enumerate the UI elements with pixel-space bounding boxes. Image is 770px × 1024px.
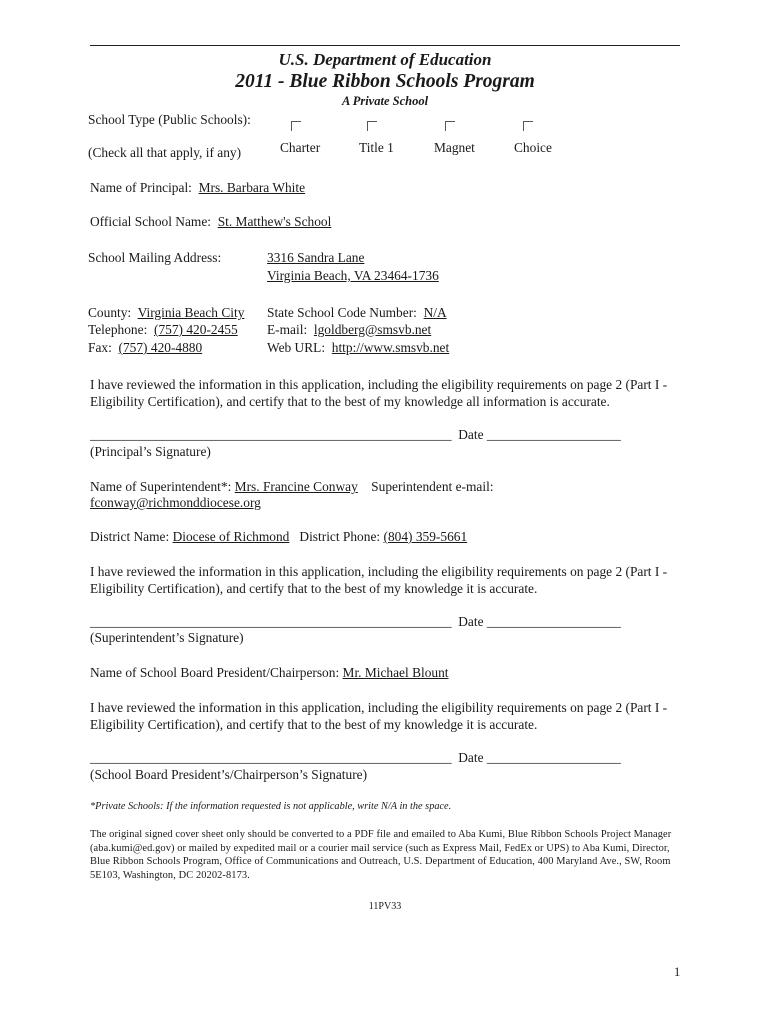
date-line: ____________________ <box>486 750 621 765</box>
fax-row <box>88 340 202 356</box>
signature-line: ______________________________________________________ <box>90 750 452 765</box>
district-name-value: Diocese of Richmond <box>172 529 290 544</box>
date-line: ____________________ <box>486 427 621 442</box>
county-value: Virginia Beach City <box>137 305 245 320</box>
date-label: Date <box>458 614 484 629</box>
superintendent-signature-caption: (Superintendent’s Signature) <box>90 630 244 645</box>
checkbox-title1[interactable] <box>367 121 377 131</box>
school-type-label: School Type (Public Schools): <box>88 112 251 127</box>
school-name-row <box>90 214 331 230</box>
county-label: County: <box>88 305 132 320</box>
superintendent-certification: I have reviewed the information in this application, including the eligibility requirements on page 2 (Part I - Eligibility Certification), and certify that to the best of my knowledge it is accurate. <box>90 564 668 596</box>
school-type-sublabel: (Check all that apply, if any) <box>88 145 242 160</box>
telephone-label: Telephone: <box>88 322 148 337</box>
principal-certification: I have reviewed the information in this application, including the eligibility requirements on page 2 (Part I - Eligibility Certification), and certify that to the best of my knowledge all information is accurate. <box>90 377 668 409</box>
state-code-row <box>267 305 447 321</box>
telephone-row <box>88 322 238 338</box>
board-signature-caption: (School Board President’s/Chairperson’s Signature) <box>90 767 368 782</box>
header-rule <box>90 45 680 46</box>
superintendent-email-label: Superintendent e-mail: <box>371 479 494 494</box>
telephone-value: (757) 420-2455 <box>154 322 238 337</box>
principal-signature-caption: (Principal’s Signature) <box>90 444 211 459</box>
submission-instructions: The original signed cover sheet only should be converted to a PDF file and emailed to Aba Kumi, Blue Ribbon Schools Project Manager (aba.kumi@ed.gov) or mailed by expedited mail or a courier mail service (such as Express Mail, FedEx or UPS) to Aba Kumi, Director, Blue Ribbon Schools Program, Office of Communications and Outreach, U.S. Department of Education, 400 Maryland Ave., SW, Room 5E103, Washington, DC 20202-8173. <box>90 829 672 881</box>
checkbox-magnet[interactable] <box>445 121 455 131</box>
school-name-label: Official School Name: <box>90 214 211 229</box>
state-code-value: N/A <box>423 305 447 320</box>
checkbox-title1-label: Title 1 <box>359 140 394 155</box>
county-row <box>88 305 244 321</box>
date-line: ____________________ <box>486 614 621 629</box>
fax-label: Fax: <box>88 340 112 355</box>
email-row <box>267 322 431 338</box>
principal-row <box>90 180 305 196</box>
checkbox-magnet-label: Magnet <box>434 140 475 155</box>
page-number: 1 <box>674 965 681 979</box>
address-label: School Mailing Address: <box>88 250 222 265</box>
program-title: 2011 - Blue Ribbon Schools Program <box>235 71 535 92</box>
state-code-label: State School Code Number: <box>267 305 417 320</box>
superintendent-name: Mrs. Francine Conway <box>234 479 358 494</box>
principal-label: Name of Principal: <box>90 180 192 195</box>
signature-line: ______________________________________________________ <box>90 614 452 629</box>
principal-signature-line[interactable] <box>90 427 621 443</box>
district-phone-label: District Phone: <box>299 529 381 544</box>
date-label: Date <box>458 750 484 765</box>
superintendent-email[interactable]: fconway@richmonddiocese.org <box>90 495 261 510</box>
form-code: 11PV33 <box>368 901 402 912</box>
email-label: E-mail: <box>267 322 308 337</box>
superintendent-label: Name of Superintendent*: <box>90 479 232 494</box>
checkbox-charter[interactable] <box>291 121 301 131</box>
district-phone-value: (804) 359-5661 <box>383 529 468 544</box>
district-name-label: District Name: <box>90 529 170 544</box>
date-label: Date <box>458 427 484 442</box>
footnote: *Private Schools: If the information requested is not applicable, write N/A in the space. <box>90 801 452 812</box>
address-line2: Virginia Beach, VA 23464-1736 <box>267 268 439 283</box>
fax-value: (757) 420-4880 <box>118 340 203 355</box>
email-value[interactable]: lgoldberg@smsvb.net <box>313 322 432 337</box>
checkbox-choice-label: Choice <box>514 140 552 155</box>
school-name-value: St. Matthew's School <box>217 214 332 229</box>
district-row <box>90 529 467 545</box>
checkbox-charter-label: Charter <box>280 140 321 155</box>
board-name: Mr. Michael Blount <box>342 665 449 680</box>
checkbox-choice[interactable] <box>523 121 533 131</box>
board-certification: I have reviewed the information in this application, including the eligibility requirements on page 2 (Part I - Eligibility Certification), and certify that to the best of my knowledge it is accurate. <box>90 700 668 732</box>
signature-line: ______________________________________________________ <box>90 427 452 442</box>
web-row <box>267 340 449 356</box>
superintendent-row <box>90 479 494 495</box>
board-signature-line[interactable] <box>90 750 621 766</box>
board-row <box>90 665 449 681</box>
school-category: A Private School <box>341 94 429 108</box>
web-value[interactable]: http://www.smsvb.net <box>331 340 450 355</box>
address-line1: 3316 Sandra Lane <box>267 250 365 265</box>
web-label: Web URL: <box>267 340 326 355</box>
board-label: Name of School Board President/Chairperson: <box>90 665 340 680</box>
superintendent-signature-line[interactable] <box>90 614 621 630</box>
principal-name: Mrs. Barbara White <box>198 180 306 195</box>
department-title: U.S. Department of Education <box>278 50 492 69</box>
